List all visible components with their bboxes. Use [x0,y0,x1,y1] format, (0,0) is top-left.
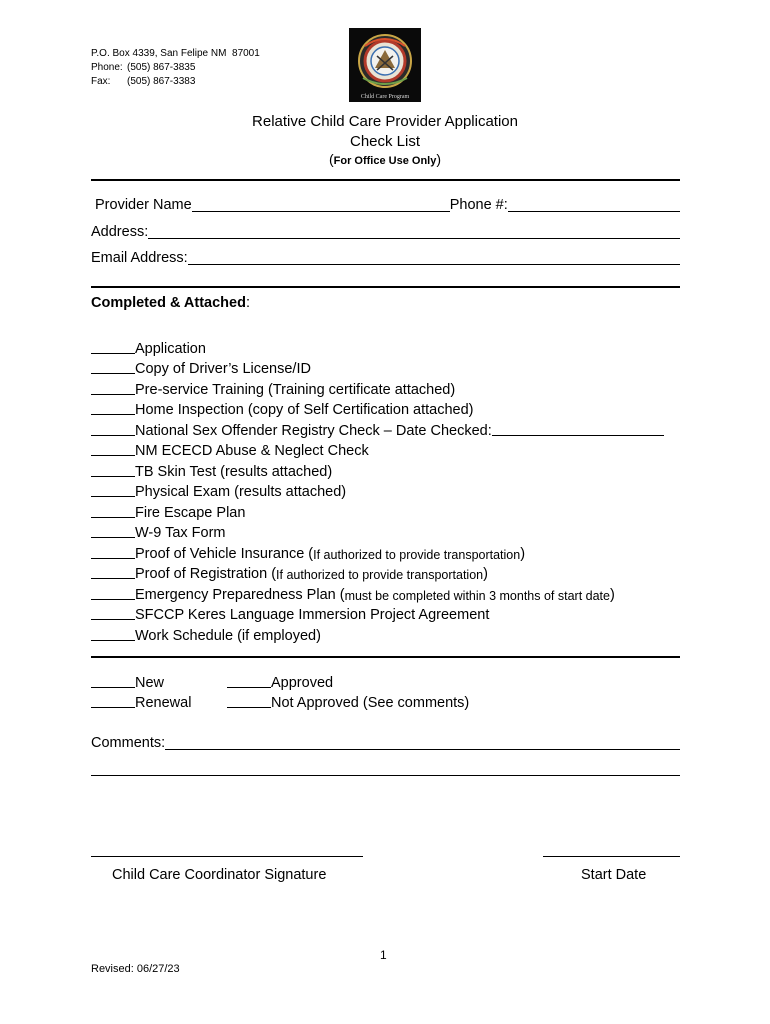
checklist-item [91,582,691,603]
seal-icon [349,28,421,102]
check-blank[interactable] [91,585,135,600]
section-title [91,295,250,311]
renewal-blank[interactable] [91,693,135,708]
phone-field-label: Phone #: [449,197,508,213]
approval-status [227,670,469,711]
checklist-label: Home Inspection (copy of Self Certification attached) [135,402,474,418]
checklist-item [91,480,691,501]
checklist-item [91,439,691,460]
status-item-new [91,670,191,691]
form-title: Relative Child Care Provider Application [252,113,518,130]
checklist-label: Application [135,340,206,357]
checklist-label: Work Schedule (if employed) [135,627,321,644]
status-item-renewal [91,691,191,712]
checklist-item [91,623,691,644]
address-row [91,222,680,240]
provider-name-input[interactable] [192,197,450,212]
approved-label: Approved [271,674,334,691]
office-use-note: (For Office Use Only) [328,151,442,167]
check-blank[interactable] [91,462,135,477]
email-row [91,248,680,266]
status-item-not-approved [227,691,469,712]
checklist [91,336,691,644]
checklist-suffix: ) [483,566,488,582]
check-blank[interactable] [91,441,135,456]
new-label: New [135,674,165,691]
checklist-item [91,377,691,398]
comments-input[interactable] [165,735,680,750]
check-blank[interactable] [91,482,135,497]
checklist-note: must be completed within 3 months of start date [344,588,610,603]
checklist-item [91,459,691,480]
start-date-line[interactable] [543,856,680,857]
section-title-colon: : [245,295,250,311]
section-title-text: Completed & Attached [91,295,246,311]
check-blank[interactable] [91,503,135,518]
coordinator-signature-line[interactable] [91,856,363,857]
revised-date: Revised: 06/27/23 [91,963,180,975]
checklist-label: NM ECECD Abuse & Neglect Check [135,443,369,459]
fax-line [91,75,260,89]
checklist-item [91,541,691,562]
logo-caption: Child Care Program [360,94,410,100]
divider-top [91,179,680,181]
address-line: P.O. Box 4339, San Felipe NM 87001 [91,48,260,59]
checklist-note: If authorized to provide transportation [276,568,484,582]
program-logo [349,28,421,102]
checklist-suffix: ) [520,545,526,562]
new-blank[interactable] [91,673,135,688]
checklist-item [91,418,691,439]
office-use-text: For Office Use Only [333,155,437,167]
fax-label: Fax: [91,76,111,87]
checklist-item [91,521,691,542]
provider-name-row [91,195,680,213]
address-label: Address: [91,224,149,240]
approved-blank[interactable] [227,673,271,688]
checklist-label: Proof of Vehicle Insurance ( [135,545,314,562]
fax-number: (505) 867-3383 [127,76,196,87]
phone-input[interactable] [508,197,680,212]
checklist-item [91,398,691,419]
not-approved-label: Not Approved (See comments) [271,695,470,711]
check-blank[interactable] [91,380,135,395]
check-blank[interactable] [91,339,135,354]
checklist-label: Emergency Preparedness Plan ( [135,586,345,603]
application-type [91,670,191,711]
checklist-label: Proof of Registration ( [135,566,277,582]
checklist-label: Copy of Driver’s License/ID [135,361,311,377]
page-number: 1 [380,948,387,962]
check-blank[interactable] [91,564,135,579]
checklist-item [91,562,691,583]
check-blank[interactable] [91,359,135,374]
comments-row [91,733,680,751]
checklist-label: SFCCP Keres Language Immersion Project Agreement [135,607,490,623]
comments-input-line-2[interactable] [91,775,680,776]
coordinator-signature-label: Child Care Coordinator Signature [112,867,327,883]
check-blank[interactable] [91,421,135,436]
checklist-item [91,500,691,521]
not-approved-blank[interactable] [227,693,271,708]
checklist-label: Pre-service Training (Training certificate attached) [135,381,456,398]
checklist-label: Physical Exam (results attached) [135,484,347,500]
checklist-item [91,336,691,357]
check-blank[interactable] [91,523,135,538]
status-item-approved [227,670,469,691]
checklist-item [91,357,691,378]
checklist-label: W-9 Tax Form [135,525,226,541]
check-blank[interactable] [91,544,135,559]
check-blank[interactable] [91,400,135,415]
checklist-label: National Sex Offender Registry Check – Date Checked: [135,422,492,439]
provider-name-label: Provider Name [95,197,192,213]
form-subtitle: Check List [349,133,421,150]
address-input[interactable] [148,224,680,239]
checklist-note: If authorized to provide transportation [313,547,521,562]
email-label: Email Address: [91,250,188,266]
checklist-item [91,603,691,624]
checklist-label: TB Skin Test (results attached) [135,463,333,480]
comments-label: Comments: [91,735,166,751]
check-blank[interactable] [91,626,135,641]
start-date-label: Start Date [581,867,647,883]
check-blank[interactable] [91,605,135,620]
checklist-label: Fire Escape Plan [135,504,246,521]
date-checked-input[interactable] [492,421,664,436]
email-input[interactable] [188,250,680,265]
phone-number: (505) 867-3835 [127,62,196,73]
phone-line [91,61,260,75]
renewal-label: Renewal [135,695,192,711]
phone-label: Phone: [91,62,123,73]
contact-info [91,47,260,89]
checklist-suffix: ) [609,586,615,603]
divider-middle [91,286,680,288]
divider-status [91,656,680,658]
